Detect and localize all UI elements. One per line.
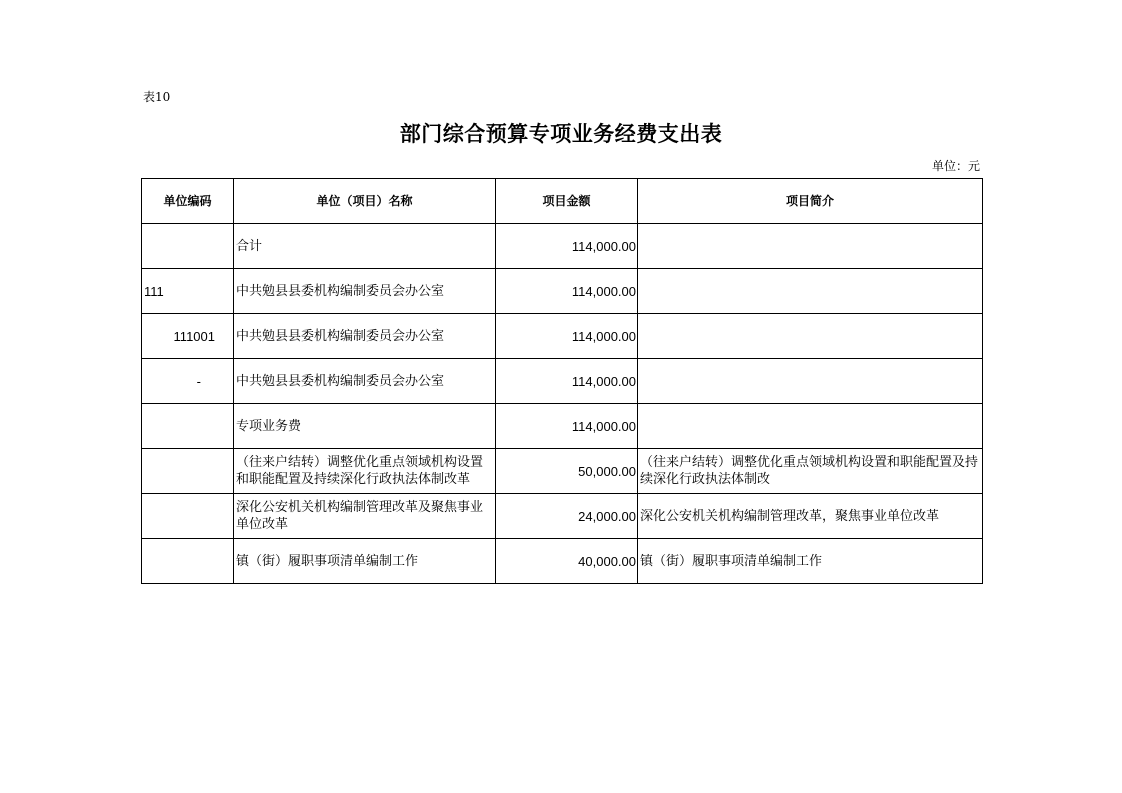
row-name: （往来户结转）调整优化重点领域机构设置和职能配置及持续深化行政执法体制改革 xyxy=(234,449,496,494)
row-code: 111001 xyxy=(142,314,234,359)
row-intro xyxy=(638,269,983,314)
page-title: 部门综合预算专项业务经费支出表 xyxy=(399,121,723,146)
row-code: 111 xyxy=(142,269,234,314)
table-row xyxy=(142,494,983,539)
row-name: 专项业务费 xyxy=(234,404,496,449)
table-row xyxy=(142,404,983,449)
row-intro xyxy=(638,404,983,449)
row-name: 镇（街）履职事项清单编制工作 xyxy=(234,539,496,584)
row-code xyxy=(142,449,234,494)
budget-table xyxy=(141,178,983,584)
row-intro xyxy=(638,359,983,404)
row-amount: 114,000.00 xyxy=(496,269,638,314)
table-number: 表10 xyxy=(143,90,171,104)
row-intro: （往来户结转）调整优化重点领域机构设置和职能配置及持续深化行政执法体制改 xyxy=(638,449,983,494)
table-row xyxy=(142,359,983,404)
table-row xyxy=(142,449,983,494)
row-name: 中共勉县县委机构编制委员会办公室 xyxy=(234,314,496,359)
table-row xyxy=(142,269,983,314)
row-name: 中共勉县县委机构编制委员会办公室 xyxy=(234,359,496,404)
header-unit-name: 单位（项目）名称 xyxy=(234,179,496,224)
table-row xyxy=(142,224,983,269)
row-name: 中共勉县县委机构编制委员会办公室 xyxy=(234,269,496,314)
row-code xyxy=(142,224,234,269)
row-code: - xyxy=(142,359,234,404)
header-unit-code: 单位编码 xyxy=(142,179,234,224)
row-intro: 镇（街）履职事项清单编制工作 xyxy=(638,539,983,584)
row-amount: 114,000.00 xyxy=(496,314,638,359)
header-intro: 项目简介 xyxy=(638,179,983,224)
table-row xyxy=(142,314,983,359)
row-amount: 114,000.00 xyxy=(496,359,638,404)
row-name: 合计 xyxy=(234,224,496,269)
row-intro xyxy=(638,314,983,359)
row-amount: 40,000.00 xyxy=(496,539,638,584)
row-amount: 50,000.00 xyxy=(496,449,638,494)
row-code xyxy=(142,404,234,449)
row-name: 深化公安机关机构编制管理改革及聚焦事业单位改革 xyxy=(234,494,496,539)
row-intro: 深化公安机关机构编制管理改革，聚焦事业单位改革 xyxy=(638,494,983,539)
row-amount: 114,000.00 xyxy=(496,224,638,269)
row-intro xyxy=(638,224,983,269)
table-row xyxy=(142,539,983,584)
header-amount: 项目金额 xyxy=(496,179,638,224)
table-header-row xyxy=(142,179,983,224)
row-code xyxy=(142,539,234,584)
row-code xyxy=(142,494,234,539)
row-amount: 114,000.00 xyxy=(496,404,638,449)
row-amount: 24,000.00 xyxy=(496,494,638,539)
unit-label: 单位：元 xyxy=(931,159,980,173)
